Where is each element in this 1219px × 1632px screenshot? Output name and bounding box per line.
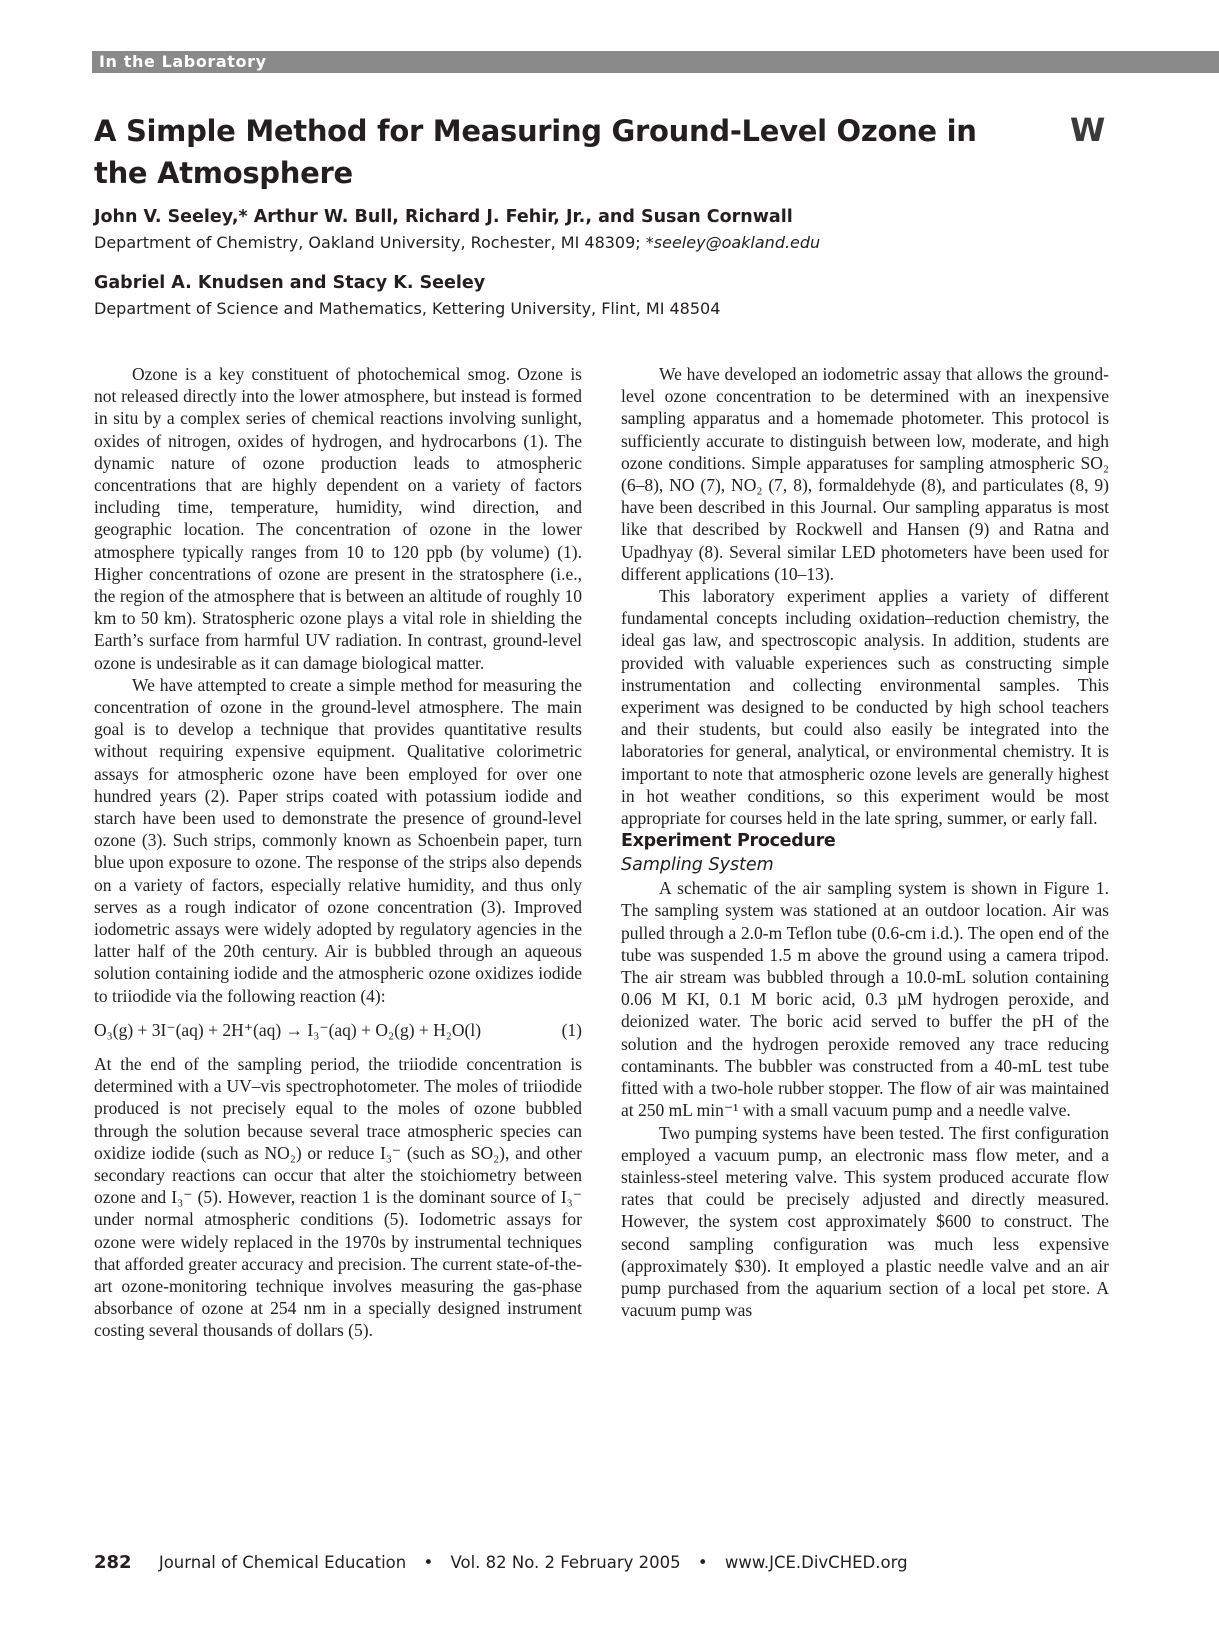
paragraph: We have developed an iodometric assay that allows the ground-level ozone concentration to be determined with an inexpensive sampling apparatus and a homemade photometer. This protocol is sufficiently accurate to distinguish between low, moderate, and high ozone conditions. Simple apparatuses for sampling atmospheric SO₂ (6–8), NO (7), NO₂ (7, 8), formaldehyde (8), and particulates (8, 9) have been described in this Journal. Our sampling apparatus is most like that described by Rockwell and Hansen (9) and Ratna and Upadhyay (8). Several similar LED photometers have been used for different applications (10–13). — [621, 364, 1109, 584]
section-label-bar — [92, 51, 1219, 73]
journal-website[interactable]: www.JCE.DivCHED.org — [724, 1553, 908, 1572]
affiliation-1-text: Department of Chemistry, Oakland University, Rochester, MI 48309; — [94, 233, 641, 252]
author-list-1: John V. Seeley,* Arthur W. Bull, Richard J. Fehir, Jr., and Susan Cornwall — [94, 207, 793, 227]
web-material-icon: W — [1070, 111, 1106, 149]
corresponding-email[interactable]: *seeley@oakland.edu — [645, 233, 821, 252]
section-label: In the Laboratory — [99, 52, 267, 71]
right-column — [621, 363, 1109, 1321]
equation-1 — [94, 1018, 582, 1042]
article-title: A Simple Method for Measuring Ground-Level Ozone in the Atmosphere — [94, 114, 977, 190]
equation-body: O₃(g) + 3I⁻(aq) + 2H⁺(aq) → I₃⁻(aq) + O₂(g) + H₂O(l) — [94, 1019, 482, 1040]
paragraph: Ozone is a key constituent of photochemical smog. Ozone is not released directly into the lower atmosphere, but instead is formed in situ by a complex series of chemical reactions involving sunlight, oxides of nitrogen, oxides of hydrogen, and hydrocarbons (1). The dynamic nature of ozone production leads to atmospheric concentrations that are highly dependent on a variety of factors including time, temperature, humidity, wind direction, and geographic location. The concentration of ozone in the lower atmosphere typically ranges from 10 to 120 ppb (by volume) (1). Higher concentrations of ozone are present in the stratosphere (i.e., the region of the atmosphere that is between an altitude of roughly 10 km to 50 km). Stratospheric ozone plays a vital role in shielding the Earth’s surface from harmful UV radiation. In contrast, ground-level ozone is undesirable as it can damage biological matter. — [94, 364, 582, 673]
page-footer — [94, 1552, 1194, 1574]
author-list-2: Gabriel A. Knudsen and Stacy K. Seeley — [94, 273, 486, 293]
paragraph: A schematic of the air sampling system is shown in Figure 1. The sampling system was stationed at an outdoor location. Air was pulled through a 2.0-m Teflon tube (0.6-cm i.d.). The open end of the tube was suspended 1.5 m above the ground using a camera tripod. The air stream was bubbled through a 10.0-mL solution containing 0.06 M KI, 0.1 M boric acid, 0.3 µM hydrogen peroxide, and deionized water. The boric acid served to buffer the pH of the solution and the hydrogen peroxide removed any trace reducing contaminants. The bubbler was constructed from a 40-mL test tube fitted with a two-hole rubber stopper. The flow of air was maintained at 250 mL min⁻¹ with a small vacuum pump and a needle valve. — [621, 878, 1109, 1121]
left-column — [94, 363, 582, 1342]
subsection-heading: Sampling System — [621, 855, 774, 876]
journal-volume: Vol. 82 No. 2 February 2005 — [450, 1553, 681, 1572]
page-number: 282 — [94, 1552, 132, 1573]
section-heading: Experiment Procedure — [621, 831, 836, 852]
paragraph: At the end of the sampling period, the triiodide concentration is determined with a UV–vis spectrophotometer. The moles of triiodide produced is not precisely equal to the moles of ozone bubbled through the solution because several trace atmospheric species can oxidize iodide (such as NO₂) or reduce I₃⁻ (such as SO₂), and other secondary reactions can occur that alter the stoichiometry between ozone and I₃⁻ (5). However, reaction 1 is the dominant source of I₃⁻ under normal atmospheric conditions (5). Iodometric assays for ozone were widely replaced in the 1970s by instrumental techniques that afforded greater accuracy and precision. The current state-of-the-art ozone-monitoring technique involves measuring the gas-phase absorbance of ozone at 254 nm in a specially designed instrument costing several thousands of dollars (5). — [94, 1053, 582, 1341]
footer-separator: • — [697, 1553, 708, 1572]
affiliation-2: Department of Science and Mathematics, Kettering University, Flint, MI 48504 — [94, 299, 721, 318]
paragraph: Two pumping systems have been tested. The first configuration employed a vacuum pump, an electronic mass flow meter, and a stainless-steel metering valve. This system produced accurate flow rates that could be precisely adjusted and directly measured. However, the system cost approximately $600 to construct. The second sampling configuration was much less expensive (approximately $30). It employed a plastic needle valve and an air pump purchased from the aquarium section of a local pet store. A vacuum pump was — [621, 1122, 1109, 1321]
paragraph: This laboratory experiment applies a variety of different fundamental concepts including oxidation–reduction chemistry, the ideal gas law, and spectroscopic analysis. In addition, students are provided with valuable experiences such as constructing simple instrumentation and collecting environmental samples. This experiment was designed to be conducted by high school teachers and their students, but could also easily be integrated into the laboratories for general, analytical, or environmental chemistry. It is important to note that atmospheric ozone levels are generally highest in hot weather conditions, so this experiment would be most appropriate for courses held in the late spring, summer, or early fall. — [621, 586, 1109, 829]
paragraph: We have attempted to create a simple method for measuring the concentration of ozone in the ground-level atmosphere. The main goal is to develop a technique that provides quantitative results without requiring expensive equipment. Qualitative colorimetric assays for atmospheric ozone have been employed for over one hundred years (2). Paper strips coated with potassium iodide and starch have been used to demonstrate the presence of ground-level ozone (3). Such strips, commonly known as Schoenbein paper, turn blue upon exposure to ozone. The response of the strips also depends on a variety of factors, especially relative humidity, and thus only serves as a rough indicator of ozone concentration (3). Improved iodometric assays were widely adopted by regulatory agencies in the latter half of the 20th century. Air is bubbled through an aqueous solution containing iodide and the atmospheric ozone oxidizes iodide to triiodide via the following reaction (4): — [94, 674, 582, 1006]
equation-number: (1) — [561, 1019, 582, 1040]
journal-name: Journal of Chemical Education — [158, 1553, 407, 1572]
footer-separator: • — [423, 1553, 434, 1572]
affiliation-1 — [94, 232, 1144, 254]
